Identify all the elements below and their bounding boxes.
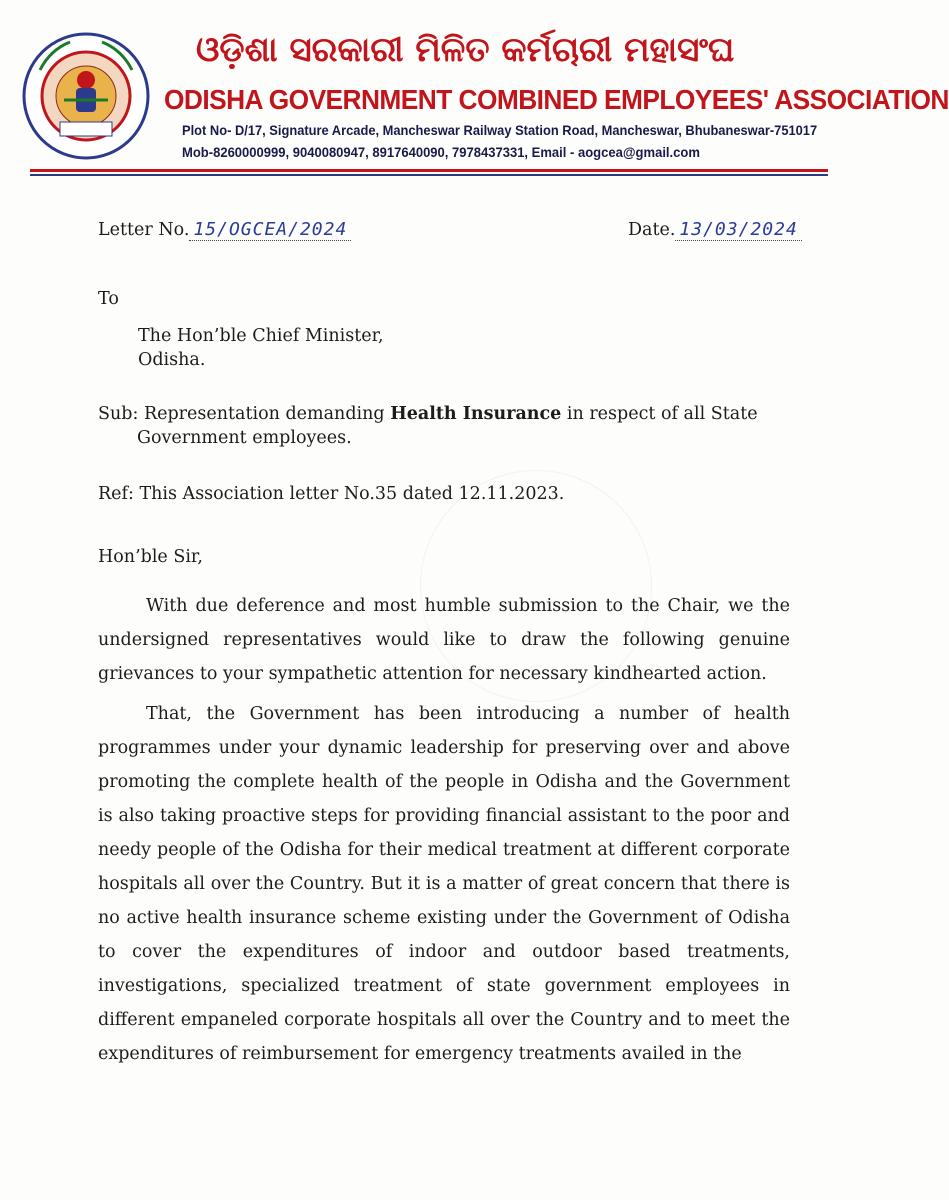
letter-number-row	[98, 219, 351, 241]
letter-number-value: 15/OGCEA/2024	[193, 219, 348, 240]
recipient-line-1: The Hon’ble Chief Minister,	[138, 326, 384, 346]
letter-number-label: Letter No.	[98, 220, 190, 240]
date-value: 13/03/2024	[679, 219, 798, 240]
date-row	[628, 219, 802, 241]
header-divider-red	[30, 169, 828, 172]
body-paragraph-1	[98, 589, 790, 691]
association-seal-logo	[20, 30, 152, 162]
association-name-odia: ଓଡ଼ିଶା ସରକାରୀ ମିଳିତ କର୍ମଚାରୀ ମହାସଂଘ	[196, 30, 735, 70]
paragraph-1-text: With due deference and most humble submission to the Chair, we the undersigned representatives would like to draw the following genuine grievances to your sympathetic attention for necessary kindhearted action.	[98, 596, 790, 684]
subject-line-2: Government employees.	[137, 428, 352, 448]
reference-line: Ref: This Association letter No.35 dated 12.11.2023.	[98, 484, 565, 504]
subject-line	[98, 404, 758, 424]
subject-text-after: in respect of all State	[566, 404, 758, 424]
to-label: To	[98, 289, 119, 309]
date-label: Date.	[628, 220, 676, 240]
subject-label: Sub:	[98, 404, 139, 424]
body-paragraph-2	[98, 697, 790, 1071]
association-address: Plot No- D/17, Signature Arcade, Mancheswar Railway Station Road, Mancheswar, Bhubaneswar-751017	[182, 122, 818, 138]
association-name-english: ODISHA GOVERNMENT COMBINED EMPLOYEES' ASSOCIATION	[164, 84, 949, 115]
association-contact: Mob-8260000999, 9040080947, 8917640090, 7978437331, Email - aogcea@gmail.com	[182, 144, 700, 160]
subject-text: Representation demanding	[143, 404, 385, 424]
subject-bold: Health Insurance	[390, 404, 562, 424]
recipient-line-2: Odisha.	[138, 350, 206, 370]
paragraph-2-text: That, the Government has been introducing a number of health programmes under your dynamic leadership for preserving over and above promoting the complete health of the people in Odisha and the Government is also taking proactive steps for providing financial assistant to the poor and needy people of the Odisha for their medical treatment at different corporate hospitals all over the Country. But it is a matter of great concern that there is no active health insurance scheme existing under the Government of Odisha to cover the expenditures of indoor and outdoor based treatments, investigations, specialized treatment of state government employees in different empaneled corporate hospitals all over the Country and to meet the expenditures of reimbursement for emergency treatments availed in the	[98, 704, 790, 1064]
salutation: Hon’ble Sir,	[98, 547, 203, 567]
header-divider-blue	[30, 174, 828, 176]
